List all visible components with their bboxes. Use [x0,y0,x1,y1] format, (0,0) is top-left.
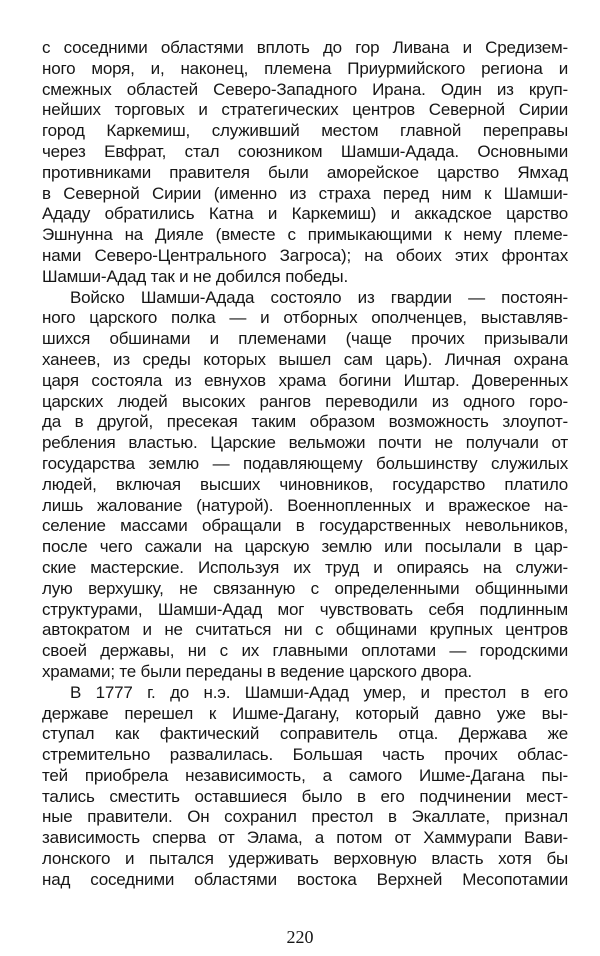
text-line: ступал как фактический соправитель отца. Держава же [42,724,568,744]
text-line: с соседними областями вплоть до гор Ливана и Средизем- [42,38,568,57]
text-line: нами Северо-Центрального Загроса); на обоих этих фронтах [42,245,568,265]
text-line: зависимость сперва от Элама, а потом от Хаммурапи Вави- [42,828,568,848]
text-line: да в другой, пресекая таким образом возможность злоупот- [42,412,568,432]
paragraph [42,683,568,891]
text-line: тались сместить оставшиеся было в его подчинении мест- [42,786,568,806]
text-line: ного царского полка — и отборных ополченцев, выставляв- [42,308,568,328]
text-line: ханеев, из среды которых вышел сам царь). Личная охрана [42,349,568,369]
page-number: 220 [286,927,314,947]
text-line: лонского и пытался удерживать верховную власть хотя бы [42,849,568,869]
text-line: шихся обшинами и племенами (чаще прочих призывали [42,329,568,349]
paragraph [42,38,568,288]
text-line: стремительно развалилась. Большая часть прочих облас- [42,745,568,765]
text-line: царских людей высоких рангов переводили из одного горо- [42,391,568,411]
page-body [42,38,568,891]
text-line: Войско Шамши-Адада состояло из гвардии — постоян- [70,287,568,307]
text-line: людей, включая высших чиновников, государство платило [42,474,568,494]
text-line: смежных областей Северо-Западного Ирана. Один из круп- [42,79,568,99]
text-line: автократом и не считаться ни с общинами крупных центров [42,620,568,640]
text-line: тей приобрела независимость, а самого Ишме-Дагана пы- [42,765,568,785]
text-line: лишь жалование (натурой). Военнопленных и вражеское на- [42,495,568,515]
text-line: Шамши-Адад так и не добился победы. [42,266,348,286]
text-line: своей державы, ни с их главными оплотами — городскими [42,641,568,661]
text-line: ные правители. Он сохранил престол в Экаллате, признал [42,807,568,827]
text-line: В 1777 г. до н.э. Шамши-Адад умер, и престол в его [70,682,568,702]
paragraph [42,288,568,683]
text-line: в Северной Сирии (именно из страха перед ним к Шамши- [42,183,568,203]
text-line: царя состояла из евнухов храма богини Иштар. Доверенных [42,370,568,390]
text-line: храмами; те были переданы в ведение царского двора. [42,661,472,681]
text-line: после чего сажали на царскую землю или посылали в цар- [42,537,568,557]
text-line: нейших торговых и стратегических центров Северной Сирии [42,100,568,120]
text-line: государства землю — подавляющему большинству служилых [42,453,568,473]
text-line: структурами, Шамши-Адад мог чувствовать себя подлинным [42,599,568,619]
text-line: противниками правителя были аморейское царство Ямхад [42,162,568,182]
text-line: Ададу обратились Катна и Каркемиш) и аккадское царство [42,204,568,224]
text-line: над соседними областями востока Верхней Месопотамии [42,869,568,889]
text-line: ские мастерские. Используя их труд и опираясь на служи- [42,557,568,577]
text-line: ребления властью. Царские вельможи почти не получали от [42,433,568,453]
text-line: селение массами обращали в государственных невольников, [42,516,568,536]
text-line: через Евфрат, стал союзником Шамши-Адада. Основными [42,141,568,161]
text-line: ного моря, и, наконец, племена Приурмийского региона и [42,58,568,78]
text-line: город Каркемиш, служивший местом главной переправы [42,121,568,141]
text-line: лую верхушку, не связанную с определенными общинными [42,578,568,598]
text-line: Эшнунна на Дияле (вместе с примыкающими к нему племе- [42,225,568,245]
text-line: державе перешел к Ишме-Дагану, который давно уже вы- [42,703,568,723]
